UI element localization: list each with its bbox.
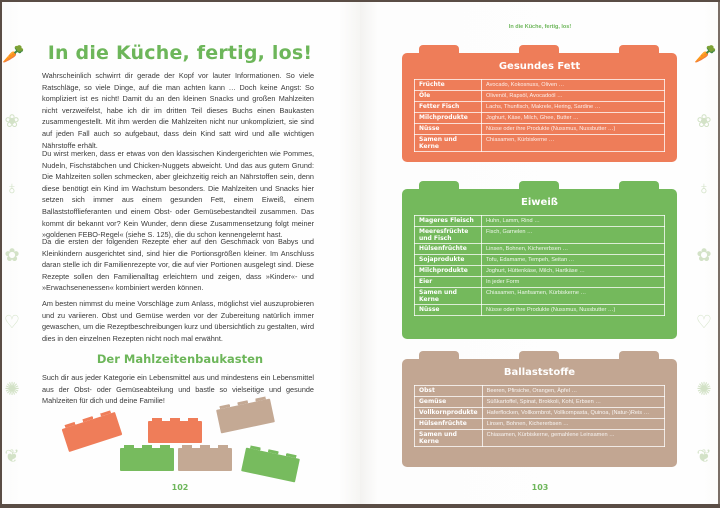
food-table <box>414 79 665 152</box>
orange-brick-tilted <box>62 412 123 452</box>
food-examples: Chiasamen, Hanfsamen, Kürbiskerne … <box>482 288 665 305</box>
left-page <box>0 2 360 504</box>
running-head: In die Küche, fertig, los! <box>508 24 572 30</box>
food-examples: Linsen, Bohnen, Kichererbsen … <box>482 244 665 255</box>
category-label: Samen und Kerne <box>415 135 482 152</box>
table-row <box>415 288 665 305</box>
food-examples: Joghurt, Hüttenkäse, Milch, Hartkäse … <box>482 266 665 277</box>
table-row <box>415 386 665 397</box>
food-examples: Chiasamen, Kürbiskerne … <box>482 135 665 152</box>
eggplant-icon: ♁ <box>5 178 19 198</box>
page-title: In die Küche, fertig, los! <box>47 42 313 64</box>
category-label: Milchprodukte <box>415 113 482 124</box>
nutrient-box-protein <box>402 189 677 339</box>
beige-brick <box>178 448 232 471</box>
table-row <box>415 277 665 288</box>
category-label: Obst <box>415 386 483 397</box>
category-label: Sojaprodukte <box>415 255 482 266</box>
category-label: Fetter Fisch <box>415 102 482 113</box>
category-label: Hülsenfrüchte <box>415 419 483 430</box>
food-examples: Nüsse oder ihre Produkte (Nussmus, Nussbutter …) <box>482 305 665 316</box>
eggplant-icon: ♁ <box>697 178 711 198</box>
green-brick <box>120 448 174 471</box>
citrus-icon: ✺ <box>4 379 20 399</box>
category-label: Gemüse <box>415 397 483 408</box>
category-label: Milchprodukte <box>415 266 482 277</box>
food-examples: Joghurt, Käse, Milch, Ghee, Butter … <box>482 113 665 124</box>
table-row <box>415 397 665 408</box>
table-row <box>415 135 665 152</box>
category-label: Samen und Kerne <box>415 430 483 447</box>
table-row <box>415 266 665 277</box>
food-examples: Haferflocken, Vollkornbrot, Vollkornpasta, Quinoa, (Natur-)Reis … <box>482 408 664 419</box>
table-row <box>415 408 665 419</box>
food-examples: Beeren, Pfirsiche, Orangen, Äpfel … <box>482 386 664 397</box>
radish-icon: ✿ <box>4 245 20 265</box>
table-row <box>415 227 665 244</box>
food-examples: In jeder Form <box>482 277 665 288</box>
apple-icon: ♡ <box>3 312 21 332</box>
food-examples: Avocado, Kokosnuss, Oliven … <box>482 80 665 91</box>
table-row <box>415 113 665 124</box>
table-row <box>415 124 665 135</box>
category-label: Meeresfrüchte und Fisch <box>415 227 482 244</box>
category-label: Hülsenfrüchte <box>415 244 482 255</box>
paragraph-1: Wahrscheinlich schwirrt dir gerade der Kopf vor lauter Informationen. So viele Ratschläge, so viele Dinge, auf die man achten kann … Doch keine Angst: So kompliziert ist es nicht! Damit du an den kleinen Snacks und großen Mahlzeiten nicht verzweifelst, habe ich dir im dritten Teil dieses Buchs einen Baukasten zusammengestellt. Mit ihm werden die Mahlzeiten nicht nur unkompliziert, sie sind auf jeden Fall auch so aufgebaut, dass dein Kind satt wird und alle wichtigen Nährstoffe erhält. <box>42 71 314 150</box>
food-examples: Süßkartoffel, Spinat, Brokkoli, Kohl, Erbsen … <box>482 397 664 408</box>
carrot-icon: 🥕 <box>694 44 717 64</box>
food-examples: Fisch, Garnelen … <box>482 227 665 244</box>
broccoli-icon: ❀ <box>4 111 20 131</box>
citrus-icon: ✺ <box>696 379 712 399</box>
box-title: Gesundes Fett <box>498 61 581 72</box>
paragraph-3: Da die ersten der folgenden Rezepte eher auf den Geschmack von Babys und Kleinkindern ausgerichtet sind, sind hier die Portionsgrößen kleiner. Im Anschluss daran stelle ich dir Familienrezepte vor, die auf vier Portionen ausgelegt sind. Diese Rezepte sollen den Familienalltag erleichtern und zeigen, dass »Kinder«- und »Erwachsenenessen« kombiniert werden können. <box>42 237 314 293</box>
broccoli-icon: ❀ <box>696 111 712 131</box>
carrot-icon: 🥕 <box>2 44 25 64</box>
table-row <box>415 80 665 91</box>
page-number: 102 <box>171 483 189 492</box>
page-number: 103 <box>531 483 549 492</box>
section-subtitle: Der Mahlzeitenbaukasten <box>96 352 264 366</box>
category-label: Öle <box>415 91 482 102</box>
table-row <box>415 419 665 430</box>
section-intro: Such dir aus jeder Kategorie ein Lebensmittel aus und mindestens ein Lebensmittel aus der Obst- oder Gemüseabteilung und bastle so vielseitige und gesunde Mahlzeiten für dich und deine Familie! <box>42 373 314 406</box>
box-title: Eiweiß <box>521 197 558 208</box>
table-row <box>415 91 665 102</box>
category-label: Früchte <box>415 80 482 91</box>
left-decoration-column <box>2 42 24 468</box>
table-row <box>415 102 665 113</box>
herb-icon: ❦ <box>696 446 712 466</box>
food-examples: Lachs, Thunfisch, Makrele, Hering, Sardine … <box>482 102 665 113</box>
category-label: Samen und Kerne <box>415 288 482 305</box>
right-decoration-column <box>694 42 716 468</box>
table-row <box>415 305 665 316</box>
herb-icon: ❦ <box>4 446 20 466</box>
nutrient-box-fat <box>402 53 677 162</box>
category-label: Eier <box>415 277 482 288</box>
category-label: Nüsse <box>415 124 482 135</box>
nutrient-box-fiber <box>402 359 677 467</box>
book-spread <box>0 2 720 504</box>
box-title: Ballaststoffe <box>503 367 576 378</box>
category-label: Mageres Fleisch <box>415 216 482 227</box>
orange-brick <box>148 421 202 443</box>
table-row <box>415 244 665 255</box>
radish-icon: ✿ <box>696 245 712 265</box>
food-examples: Chiasamen, Kürbiskerne, gemahlene Leinsamen … <box>482 430 664 447</box>
food-table <box>414 385 665 447</box>
food-table <box>414 215 665 316</box>
category-label: Vollkornprodukte <box>415 408 483 419</box>
paragraph-4: Am besten nimmst du meine Vorschläge zum Anlass, möglichst viel auszuprobieren und zu variieren. Obst und Gemüse werden vor der Zubereitung natürlich immer gewaschen, um die Rezeptbeschreibungen kurz und übersichtlich zu gestalten, wird dies in den einzelnen Rezepten nicht noch mal erwähnt. <box>42 299 314 343</box>
table-row <box>415 430 665 447</box>
table-row <box>415 216 665 227</box>
food-examples: Nüsse oder ihre Produkte (Nussmus, Nussbutter …) <box>482 124 665 135</box>
food-examples: Tofu, Edamame, Tempeh, Seitan … <box>482 255 665 266</box>
apple-icon: ♡ <box>695 312 713 332</box>
green-brick-tilted <box>241 448 300 483</box>
food-examples: Huhn, Lamm, Rind … <box>482 216 665 227</box>
category-label: Nüsse <box>415 305 482 316</box>
food-examples: Olivenöl, Rapsöl, Avocadoöl … <box>482 91 665 102</box>
right-page <box>360 2 720 504</box>
food-examples: Linsen, Bohnen, Kichererbsen … <box>482 419 664 430</box>
table-row <box>415 255 665 266</box>
paragraph-2: Du wirst merken, dass er etwas von den klassischen Kindergerichten wie Pommes, Nudeln, Fischstäbchen und Chicken-Nuggets abweicht. Und das aus gutem Grund: Die Mahlzeiten sollen schmecken, aber gleichzeitig reich an Nährstoffen sein, denn diese benötigt ein Kind im Wachstum besonders. Die Mahlzeiten und Snacks hier setzen sich immer aus einem gesunden Fett, einem Eiweiß, einem Ballaststofflieferanten und einem Obst- oder Gemüsebestandteil zusammen. Das kommt dir bekannt vor? Kein Wunder, denn diese Zusammensetzung folgt meiner »goldenen FEBO-Regel« (siehe S. 125), die du schon kennengelernt hast. <box>42 149 314 240</box>
